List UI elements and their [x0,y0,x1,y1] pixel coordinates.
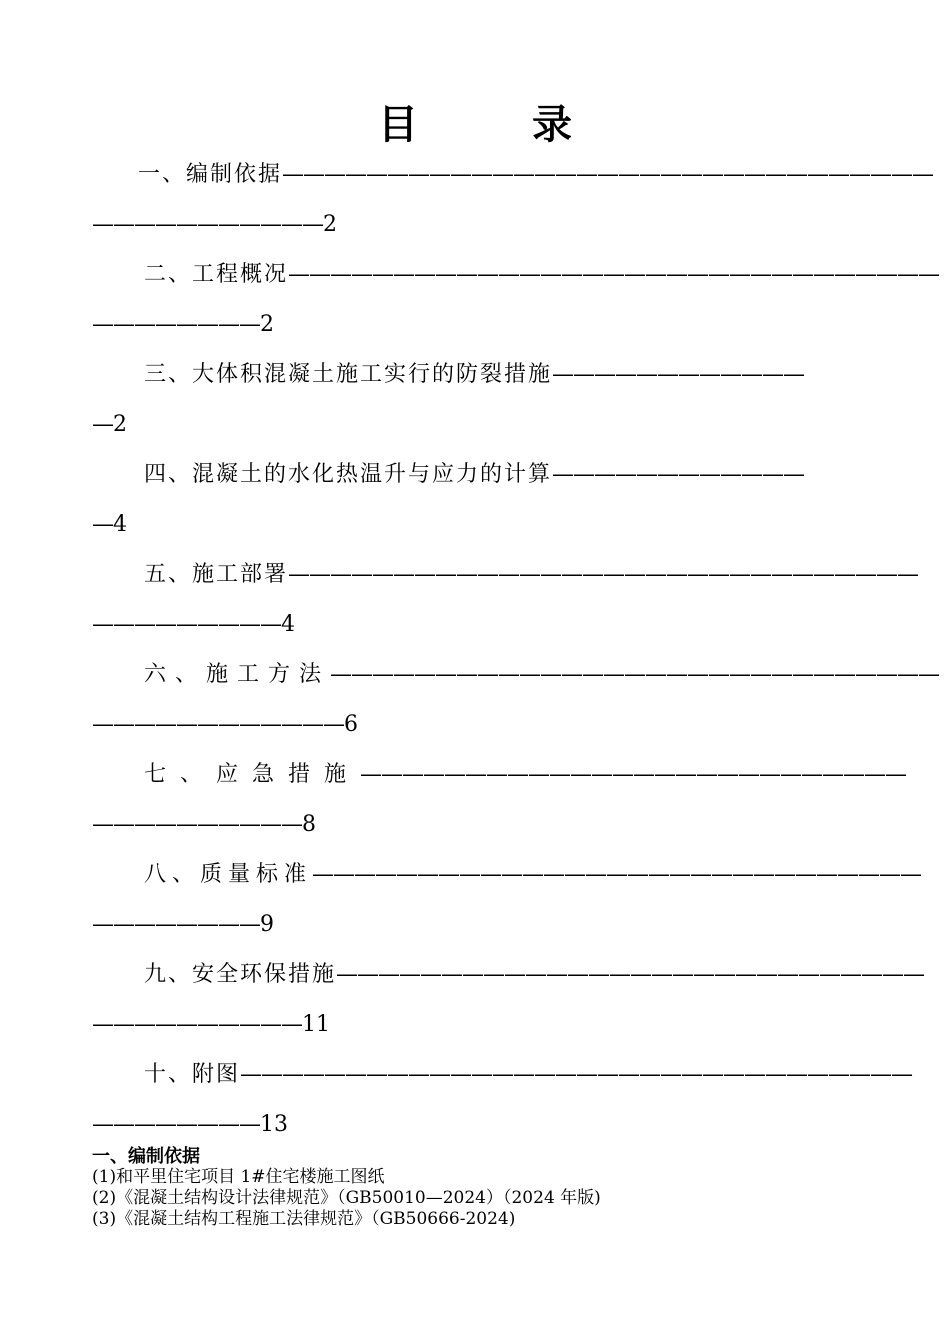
toc-page-number: 2 [113,412,127,437]
toc-entry-line1 [92,460,912,490]
toc-entry-line2 [92,510,127,540]
toc-leader: ————————— [92,612,281,637]
toc-leader: ———————— [92,312,260,337]
toc-page-number: 4 [281,612,295,637]
toc-label: 一、编制依据 [138,162,283,187]
toc-entry[interactable] [92,550,919,650]
toc-leader: — [92,512,113,537]
toc-entry-line2 [92,210,337,240]
toc-leader: ——————————— [92,212,323,237]
toc-label: 九、安全环保措施 [144,962,337,987]
toc-leader: ———————————————————————————— [336,962,925,987]
toc-entry-line2 [92,610,295,640]
toc-entry-line1 [92,260,940,290]
toc-entry[interactable] [92,250,940,350]
section-item: (1)和平里住宅项目 1#住宅楼施工图纸 [92,1167,385,1187]
toc-leader: ————————————————————————————— [330,662,940,687]
toc-entry-line1 [92,360,912,390]
section-item: (3)《混凝土结构工程施工法律规范》（GB50666-2024) [92,1209,516,1229]
toc-label: 六、施工方法 [144,662,331,687]
table-of-contents [92,150,940,1150]
toc-page-number: 6 [344,712,358,737]
toc-leader: ————————————————————————————— [312,862,922,887]
toc-entry-line2 [92,810,316,840]
section-basis [92,1146,872,1230]
page-title: 目 录 [378,101,622,148]
toc-entry[interactable] [92,350,860,450]
toc-entry-line2 [92,310,274,340]
toc-page-number: 11 [302,1012,330,1037]
toc-entry[interactable] [92,650,940,750]
toc-label: 四、混凝土的水化热温升与应力的计算 [144,462,553,487]
toc-label: 五、施工部署 [144,562,289,587]
toc-entry[interactable] [92,850,922,950]
toc-leader: —————————— [92,812,302,837]
toc-label: 七、应急措施 [144,762,361,787]
toc-page-number: 2 [323,212,337,237]
toc-page-number: 2 [260,312,274,337]
toc-leader: ———————— [92,912,260,937]
toc-leader: ———————————— [552,362,805,387]
toc-entry-line2 [92,1010,330,1040]
toc-leader: —————————— [92,1012,302,1037]
toc-entry[interactable] [92,150,934,250]
toc-entry-line2 [92,1110,288,1140]
toc-page-number: 8 [302,812,316,837]
toc-entry-line1 [92,660,940,690]
toc-leader: ———————— [92,1112,260,1137]
toc-page-number: 4 [113,512,127,537]
toc-leader: ——————————————————————————————— [288,262,940,287]
toc-entry-line1 [92,760,912,790]
toc-entry[interactable] [92,450,860,550]
toc-leader: ———————————— [552,462,805,487]
toc-entry-line1 [92,960,925,990]
toc-leader: ——————————————————————————————— [282,162,934,187]
toc-entry-line1 [92,1060,912,1090]
toc-leader: ———————————————————————————————— [240,1062,913,1087]
toc-entry-line1 [92,160,934,190]
toc-entry[interactable] [92,950,925,1050]
toc-label: 十、附图 [144,1062,241,1087]
toc-label: 二、工程概况 [144,262,289,287]
toc-leader: ———————————— [92,712,344,737]
toc-leader: —————————————————————————— [360,762,907,787]
section-item: (2)《混凝土结构设计法律规范》（GB50010—2024）（2024 年版) [92,1188,601,1208]
toc-page-number: 13 [260,1112,288,1137]
toc-leader: —————————————————————————————— [288,562,919,587]
toc-entry-line2 [92,910,274,940]
toc-label: 三、大体积混凝土施工实行的防裂措施 [144,362,553,387]
toc-entry-line2 [92,410,127,440]
section-heading: 一、编制依据 [92,1146,200,1167]
toc-entry[interactable] [92,1050,913,1150]
toc-entry-line1 [92,560,919,590]
toc-page-number: 9 [260,912,274,937]
toc-entry-line1 [92,860,922,890]
toc-entry[interactable] [92,750,907,850]
toc-entry-line2 [92,710,358,740]
toc-label: 八、质量标准 [144,862,313,887]
toc-leader: — [92,412,113,437]
